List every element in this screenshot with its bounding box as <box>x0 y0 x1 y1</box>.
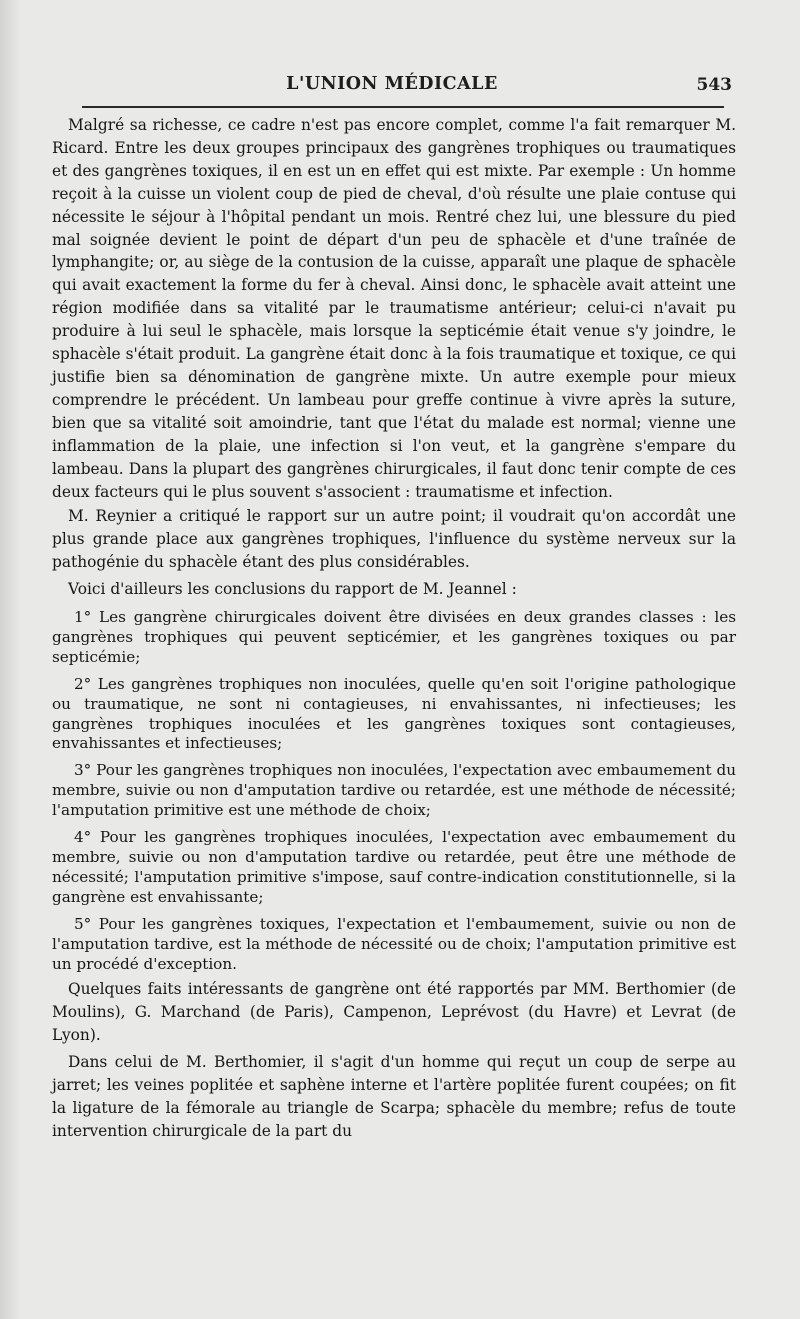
header-rule <box>82 106 724 108</box>
conclusion-item-1: 1° Les gangrène chirurgicales doivent être divisées en deux grandes classes : les gangrènes trophiques qui peuvent septicémier, et les gangrènes toxiques ou par septicémie; <box>52 608 736 666</box>
conclusions-list <box>52 608 736 974</box>
page-number: 543 <box>696 75 732 95</box>
paragraph-reynier-critique: M. Reynier a critiqué le rapport sur un autre point; il voudrait qu'on accordât une plus grande place aux gangrènes trophiques, l'influence du système nerveux sur la pathogénie du sphacèle étant des plus considérables. <box>52 507 736 572</box>
paragraph-mixed-gangrene: Malgré sa richesse, ce cadre n'est pas encore complet, comme l'a fait remarquer M. Ricard. Entre les deux groupes principaux des gangrènes trophiques ou traumatiques et des gangrènes toxiques, il en est un en effet qui est mixte. Par exemple : Un homme reçoit à la cuisse un violent coup de pied de cheval, d'où résulte une plaie contuse qui nécessite le séjour à l'hôpital pendant un mois. Rentré chez lui, une blessure du pied mal soignée devient le point de départ d'un peu de sphacèle et d'une traînée de lymphangite; or, au siège de la contusion de la cuisse, apparaît une plaque de sphacèle qui avait exactement la forme du fer à cheval. Ainsi donc, le sphacèle avait atteint une région modifiée dans sa vitalité par le traumatisme antérieur; celui-ci n'avait pu produire à lui seul le sphacèle, mais lorsque la septicémie était venue s'y joindre, le sphacèle s'était produit. La gangrène était donc à la fois traumatique et toxique, ce qui justifie bien sa dénomination de gangrène mixte. Un autre exemple pour mieux comprendre le précédent. Un lambeau pour greffe continue à vivre après la suture, bien que sa vitalité soit amoindrie, tant que l'état du malade est normal; vienne une inflammation de la plaie, une infection si l'on veut, et la gangrène s'empare du lambeau. Dans la plupart des gangrènes chirurgicales, il faut donc tenir compte de ces deux facteurs qui le plus souvent s'associent : traumatisme et infection. <box>52 116 736 501</box>
running-title: L'UNION MÉDICALE <box>286 74 498 94</box>
conclusion-item-3: 3° Pour les gangrènes trophiques non inoculées, l'expectation avec embaumement du membre, suivie ou non d'amputation tardive ou retardée, est une méthode de nécessité; l'amputation primitive est une méthode de choix; <box>52 761 736 820</box>
paragraph-reported-cases: Quelques faits intéressants de gangrène ont été rapportés par MM. Berthomier (de Moulins), G. Marchand (de Paris), Campenon, Leprévost (du Havre) et Levrat (de Lyon). <box>52 980 736 1045</box>
paragraph-berthomier-case: Dans celui de M. Berthomier, il s'agit d'un homme qui reçut un coup de serpe au jarret; les veines poplitée et saphène interne et l'artère poplitée furent coupées; on fit la ligature de la fémorale au triangle de Scarpa; sphacèle du membre; refus de toute intervention chirurgicale de la part du <box>52 1053 736 1140</box>
paragraph-conclusions-intro: Voici d'ailleurs les conclusions du rapport de M. Jeannel : <box>68 580 517 599</box>
page-gutter-shadow <box>0 0 22 1319</box>
conclusion-item-5: 5° Pour les gangrènes toxiques, l'expectation et l'embaumement, suivie ou non de l'amputation tardive, est la méthode de nécessité ou de choix; l'amputation primitive est un procédé d'exception. <box>52 914 736 973</box>
conclusion-item-4: 4° Pour les gangrènes trophiques inoculées, l'expectation avec embaumement du membre, suivie ou non d'amputation tardive ou retardée, peut être une méthode de nécessité; l'amputation primitive s'impose, sauf contre-indication constitutionnelle, si la gangrène est envahissante; <box>52 828 736 906</box>
conclusion-item-2: 2° Les gangrènes trophiques non inoculées, quelle qu'en soit l'origine pathologique ou traumatique, ne sont ni contagieuses, ni envahissantes, ni infectieuses; les gangrènes trophiques inoculées et les gangrènes toxiques sont contagieuses, envahissantes et infectieuses; <box>52 674 736 753</box>
article-body <box>52 114 736 1143</box>
page-header <box>52 74 732 102</box>
